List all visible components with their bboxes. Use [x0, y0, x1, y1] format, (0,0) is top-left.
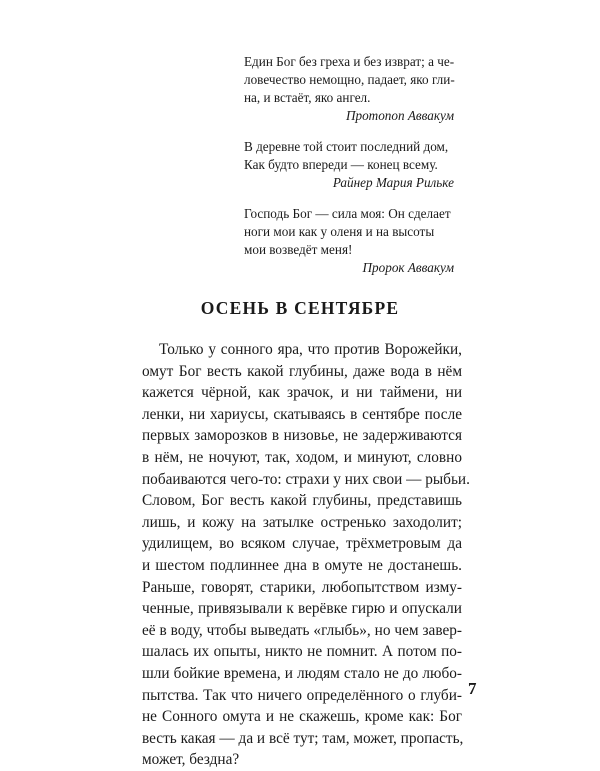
- epigraph-author: Пророк Аввакум: [362, 260, 454, 275]
- body-line: весть какая — да и всё тут; там, может, пропасть,: [142, 729, 464, 747]
- epigraph-line: Един Бог без греха и без изврат; а че-: [244, 54, 455, 69]
- body-paragraph: [142, 339, 470, 771]
- body-line: её в воду, чтобы выведать «глыбь», но чем завер-: [142, 621, 462, 639]
- body-line: шалась их опыты, никто не помнит. А потом по-: [142, 643, 462, 661]
- epigraph-line: мои возведёт меня!: [244, 242, 353, 257]
- body-line: шли бойкие времена, и людям стало не до любо-: [142, 664, 462, 682]
- epigraph-author: Райнер Мария Рильке: [332, 175, 454, 190]
- epigraph-rilke: [244, 138, 454, 192]
- epigraph-line: В деревне той стоит последний дом,: [244, 139, 449, 154]
- body-line: ленки, ни хариусы, скатываясь в сентябре после: [142, 405, 462, 423]
- body-line: кажется чёрной, как зрачок, и ни таймени, ни: [142, 384, 462, 402]
- epigraph-line: ноги мои как у оленя и на высоты: [244, 224, 435, 239]
- body-line: удилищем, во всяком случае, трёхметровым да: [142, 535, 462, 553]
- body-line: лишь, и кожу на затылке остренько заходолит;: [142, 513, 462, 531]
- body-line: побаиваются чего-то: страхи у них свои — рыбьи.: [142, 470, 470, 488]
- epigraph-avvakum-prophet: [244, 205, 454, 277]
- epigraphs: [244, 53, 454, 290]
- body-line: Только у сонного яра, что против Ворожейки,: [159, 341, 462, 358]
- body-line: первых заморозков в низовье, не задерживаются: [142, 427, 462, 445]
- epigraph-avvakum-protopop: [244, 53, 454, 125]
- body-line: может, бездна?: [142, 751, 240, 769]
- body-line: не Сонного омута и не скажешь, кроме как: Бог: [142, 708, 462, 726]
- epigraph-author: Протопоп Аввакум: [345, 108, 454, 123]
- chapter-title: ОСЕНЬ В СЕНТЯБРЕ: [200, 298, 400, 318]
- body-line: пытства. Так что ничего определённого о глуби-: [142, 686, 462, 704]
- body-line: и шестом подлиннее дна в омуте не достанешь.: [142, 556, 462, 574]
- body-line: омут Бог весть какой глубины, даже вода в нём: [142, 362, 462, 380]
- epigraph-line: на, и встаёт, яко ангел.: [244, 90, 371, 105]
- page-number: 7: [468, 679, 477, 698]
- epigraph-line: Господь Бог — сила моя: Он сделает: [244, 206, 451, 221]
- body-line: в нём, не ночуют, так, ходом, и минуют, словно: [142, 448, 462, 466]
- epigraph-line: Как будто впереди — конец всему.: [244, 157, 438, 172]
- body-line: ченные, привязывали к верёвке гирю и опускали: [142, 600, 462, 618]
- epigraph-line: ловечество немощно, падает, яко гли-: [244, 72, 455, 87]
- body-line: Словом, Бог весть какой глубины, представишь: [142, 492, 462, 510]
- body-line: Раньше, говорят, старики, любопытством изму-: [142, 578, 462, 596]
